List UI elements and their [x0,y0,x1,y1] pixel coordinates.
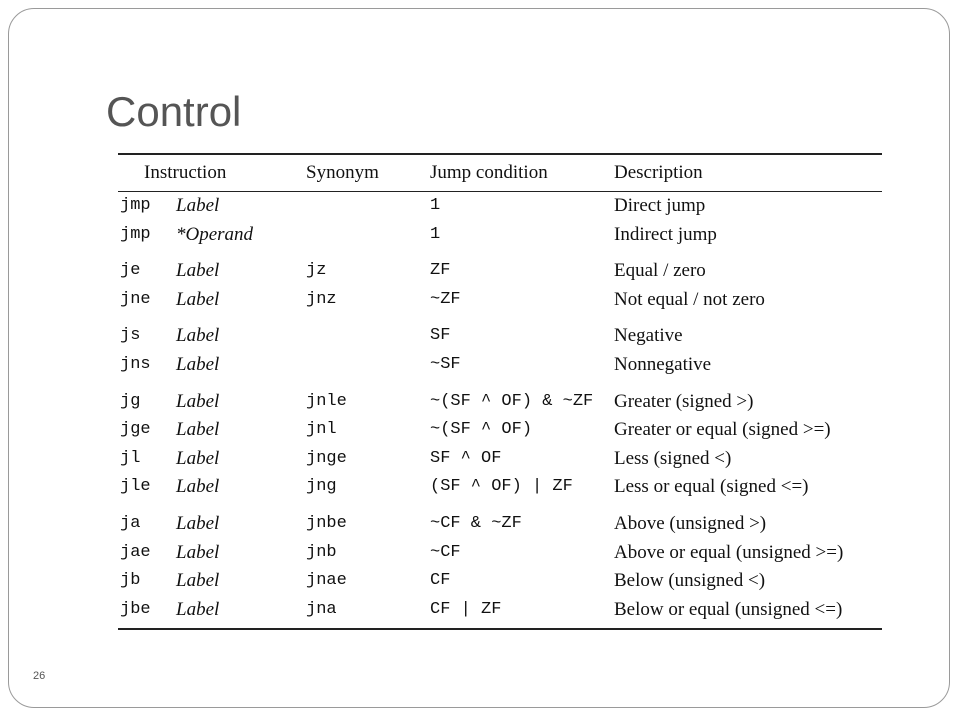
cell-instruction: jbe [118,596,176,630]
cell-description: Direct jump [614,195,706,216]
cell-synonym: jnl [306,420,337,440]
table-row [118,380,882,417]
cell-instruction: js [120,326,141,346]
cell-instruction: jae [120,542,151,562]
table-header-row [118,154,882,192]
cell-description: Below or equal (unsigned <=) [614,596,882,630]
cell-operand: Label [176,325,220,347]
cell-instruction: jmp [120,196,151,215]
table-row [118,314,882,351]
cell-jump-condition: ~(SF ^ OF) & ~ZF [430,391,594,411]
cell-instruction: ja [120,513,141,533]
cell-jump-condition: CF [430,571,451,591]
slide-title: Control [106,88,242,135]
cell-instruction: jne [120,289,151,309]
cell-jump-condition: (SF ^ OF) | ZF [430,477,573,497]
table-row [118,502,882,539]
cell-description: Equal / zero [614,260,706,282]
jump-instruction-table-container [118,153,882,630]
cell-jump-condition: ~CF & ~ZF [430,513,522,533]
cell-description: Greater or equal (signed >=) [614,419,831,441]
table-row [118,221,882,250]
table-row [118,416,882,445]
cell-synonym: jnb [306,542,337,562]
cell-jump-condition: ~SF [430,354,461,374]
table-row [118,445,882,474]
cell-instruction: jge [120,420,151,440]
cell-instruction: jle [120,477,151,497]
cell-jump-condition: SF [430,326,451,346]
cell-operand: Label [176,390,220,412]
table-row [118,473,882,502]
cell-description: Indirect jump [614,223,717,245]
cell-operand: Label [176,476,220,498]
table-row [118,567,882,596]
cell-description: Less or equal (signed <=) [614,476,809,498]
cell-synonym: jnbe [306,513,347,533]
cell-synonym: jng [306,477,337,497]
page-number: 26 [33,670,46,682]
cell-instruction: jl [120,448,141,468]
cell-instruction: jg [120,391,141,411]
cell-operand: Label [176,447,220,469]
cell-synonym: jnae [306,571,347,591]
cell-synonym [306,221,430,250]
cell-synonym: jnge [306,448,347,468]
cell-operand: Label [176,596,306,630]
header-jump-condition: Jump condition [430,154,614,192]
table-row [118,192,882,221]
cell-description: Above or equal (unsigned >=) [614,541,844,563]
cell-jump-condition: 1 [430,224,441,244]
cell-jump-condition: ZF [430,261,451,281]
cell-synonym [306,351,430,380]
cell-jump-condition: SF ^ OF [430,448,502,468]
table-row [118,596,882,630]
cell-operand: Label [176,353,220,375]
cell-instruction: jmp [120,224,151,244]
table-body [118,192,882,630]
cell-operand: Label [176,512,220,534]
cell-operand: Label [176,419,220,441]
cell-description: Below (unsigned <) [614,570,766,592]
header-instruction: Instruction [118,154,306,192]
cell-synonym [306,192,430,221]
cell-operand: Label [176,288,220,310]
cell-synonym [306,314,430,351]
cell-operand: Label [176,260,220,282]
cell-synonym: jz [306,261,327,281]
cell-synonym: jnle [306,391,347,411]
cell-synonym: jna [306,596,430,630]
cell-description: Above (unsigned >) [614,512,767,534]
cell-synonym: jnz [306,289,337,309]
cell-instruction: jb [120,571,141,591]
cell-jump-condition: ~(SF ^ OF) [430,420,533,440]
table-row [118,351,882,380]
table-row [118,249,882,286]
cell-description: Less (signed <) [614,447,732,469]
cell-jump-condition: ~CF [430,542,461,562]
cell-description: Negative [614,325,683,347]
cell-operand: Label [176,570,220,592]
header-synonym: Synonym [306,154,430,192]
cell-operand: Label [176,195,220,216]
jump-instruction-table [118,153,882,630]
cell-description: Not equal / not zero [614,288,765,310]
cell-jump-condition: CF | ZF [430,596,614,630]
cell-description: Nonnegative [614,353,712,375]
cell-instruction: je [120,261,141,281]
header-description: Description [614,154,882,192]
cell-operand: Label [176,541,220,563]
table-row [118,286,882,315]
cell-instruction: jns [120,354,151,374]
cell-jump-condition: ~ZF [430,289,461,309]
cell-operand: *Operand [176,223,254,245]
table-row [118,539,882,568]
cell-description: Greater (signed >) [614,390,754,412]
cell-jump-condition: 1 [430,196,441,215]
